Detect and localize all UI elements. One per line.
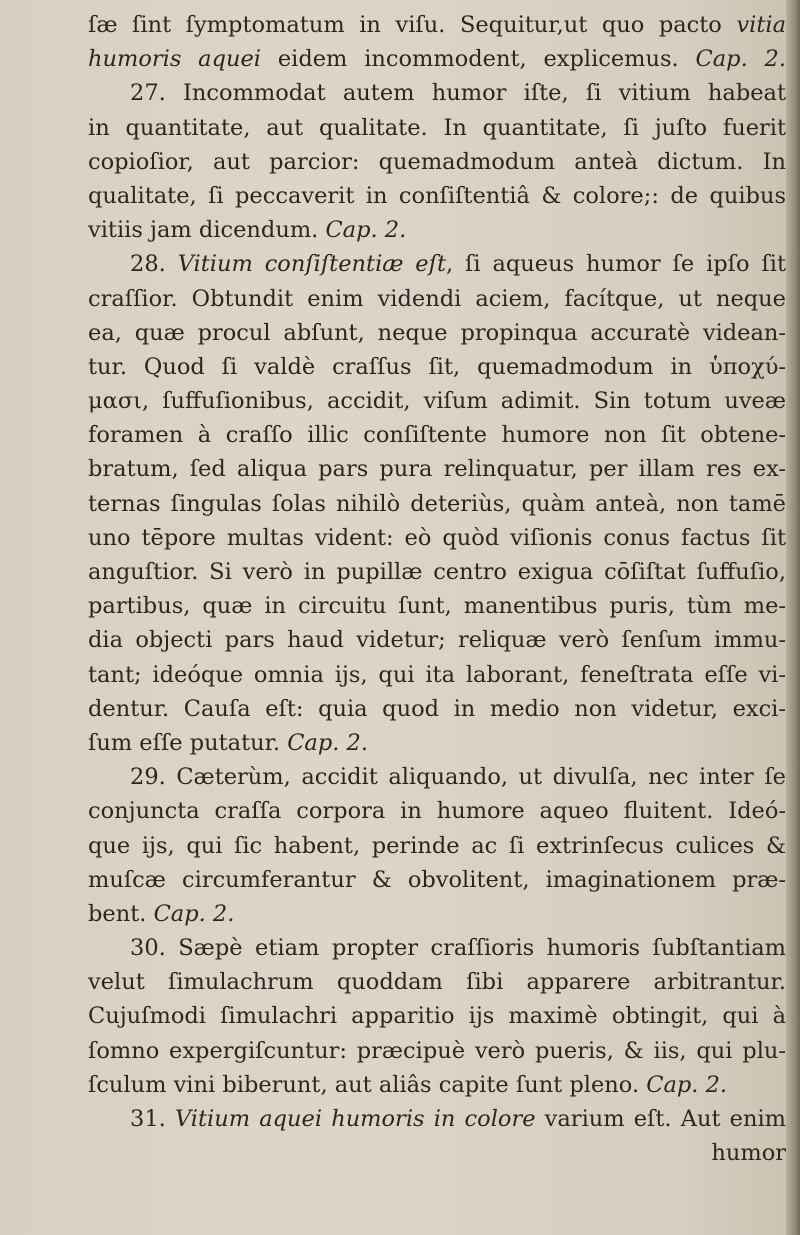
text-line: μασι, ſuffuſionibus, accidit, viſum adimit. Sin totum uveæ [88,388,786,415]
text-line: partibus, quæ in circuitu ſunt, manentibus puris, tùm me- [88,593,786,620]
text-line: dia objecti pars haud videtur; reliquæ verò ſenſum immu- [88,627,786,654]
text-line: tur. Quod ſi valdè craſſus ſit, quemadmodum in ὑποχύ- [88,353,786,380]
text-line: muſcæ circumferantur & obvolitent, imaginationem præ- [88,866,786,893]
text-line: ſæ ſint ſymptomatum in viſu. Sequitur,ut quo pacto vitia [88,12,786,38]
text-line: ſum eſſe putatur. Cap. 2. [88,729,369,756]
text-line: qualitate, ſi peccaverit in conſiſtentiâ & colore;: de quibus [88,182,786,209]
page-edge [786,0,800,1235]
text-line: ea, quæ procul abſunt, neque propinqua accuratè videan- [88,319,786,346]
text-line: conjuncta craſſa corpora in humore aqueo fluitent. Ideó- [88,798,786,825]
text-line: que ijs, qui ſic habent, perinde ac ſi extrinſecus culices & [88,832,786,859]
text-line: ſomno expergiſcuntur: præcipuè verò pueris, & iis, qui plu- [88,1037,786,1064]
text-line: bratum, ſed aliqua pars pura relinquatur, per illam res ex- [88,456,786,483]
text-line: humoris aquei eidem incommodent, explicemus. Cap. 2. [88,46,786,73]
text-line: Cujuſmodi ſimulachri apparitio ijs maximè obtingit, qui à [88,1003,786,1030]
text-line: 30. Sæpè etiam propter craſſioris humoris ſubſtantiam [130,935,786,962]
text-line: uno tēpore multas vident: eò quòd viſionis conus factus ſit [88,524,786,551]
text-line: in quantitate, aut qualitate. In quantitate, ſi juſto fuerit [88,114,786,141]
text-line: 27. Incommodat autem humor iſte, ſi vitium habeat [130,80,786,107]
text-line: anguſtior. Si verò in pupillæ centro exigua cōſiſtat ſuffuſio, [88,559,786,585]
text-line: dentur. Cauſa eſt: quia quod in medio non videtur, exci- [88,695,786,722]
text-line: 28. Vitium conſiſtentiæ eſt, ſi aqueus humor ſe ipſo ſit [130,251,786,278]
text-line: ternas ſingulas ſolas nihilò deteriùs, quàm anteà, non tamē [88,490,786,517]
text-line: vitiis jam dicendum. Cap. 2. [88,217,407,244]
page-text [88,8,786,1170]
text-line: velut ſimulachrum quoddam ſibi apparere arbitrantur. [88,969,786,996]
text-line: tant; ideóque omnia ijs, qui ita laborant, feneſtrata eſſe vi- [88,661,786,688]
text-line: craſſior. Obtundit enim videndi aciem, facítque, ut neque [88,285,786,312]
catchword: humor [711,1140,786,1167]
text-line: copioſior, aut parcior: quemadmodum anteà dictum. In [88,148,786,175]
text-line: ſculum vini biberunt, aut aliâs capite ſunt pleno. Cap. 2. [88,1071,728,1098]
text-line: bent. Cap. 2. [88,900,235,927]
text-line: 29. Cæterùm, accidit aliquando, ut divulſa, nec inter ſe [130,764,786,791]
text-line: 31. Vitium aquei humoris in colore varium eſt. Aut enim [130,1106,786,1132]
text-line: foramen à craſſo illic conſiſtente humore non ſit obtene- [88,422,786,449]
